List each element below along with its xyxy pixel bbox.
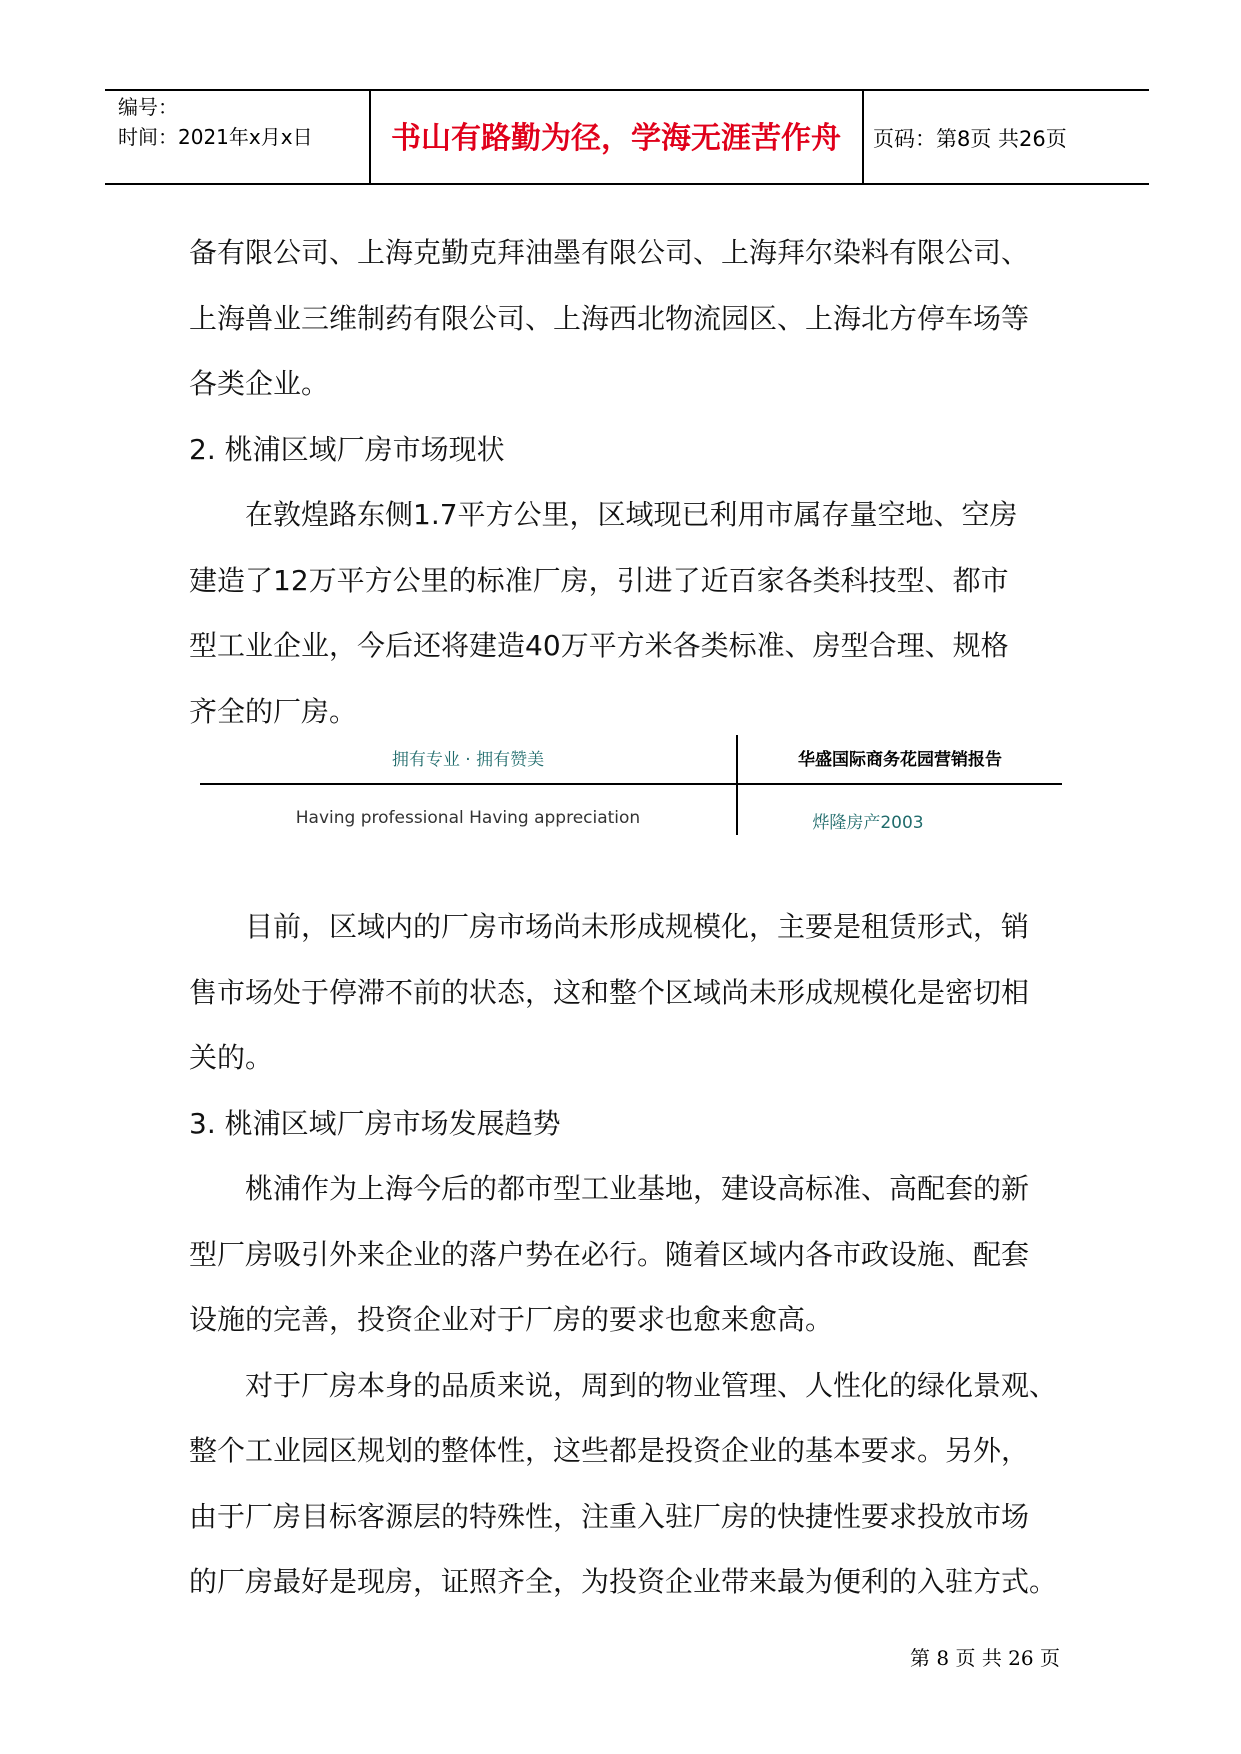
report-title: 华盛国际商务花园营销报告 bbox=[798, 750, 1002, 770]
paragraph-line: 上海兽业三维制药有限公司、上海西北物流园区、上海北方停车场等 bbox=[189, 301, 1030, 335]
paragraph-line: 型厂房吸引外来企业的落户势在必行。随着区域内各市政设施、配套 bbox=[189, 1237, 1030, 1271]
header-divider-right bbox=[862, 89, 864, 185]
section-heading-3: 3. 桃浦区域厂房市场发展趋势 bbox=[189, 1106, 561, 1140]
document-number-label: 编号： bbox=[118, 95, 178, 119]
footer-page-number: 第 8 页 共 26 页 bbox=[910, 1646, 1060, 1670]
paragraph-line: 由于厂房目标客源层的特殊性，注重入驻厂房的快捷性要求投放市场 bbox=[189, 1499, 1030, 1533]
paragraph-line: 的厂房最好是现房，证照齐全，为投资企业带来最为便利的入驻方式。 bbox=[189, 1565, 1058, 1598]
embedded-horizontal-rule bbox=[200, 783, 1062, 785]
slogan-chinese: 拥有专业 · 拥有赞美 bbox=[391, 750, 545, 770]
paragraph-line: 齐全的厂房。 bbox=[189, 694, 358, 728]
body-section-1 bbox=[189, 220, 1089, 744]
header-page-code: 页码：第8页 共26页 bbox=[873, 127, 1067, 151]
paragraph-line: 售市场处于停滞不前的状态，这和整个区域尚未形成规模化是密切相 bbox=[189, 975, 1030, 1009]
header-bottom-rule bbox=[105, 183, 1149, 185]
paragraph-line: 设施的完善，投资企业对于厂房的要求也愈来愈高。 bbox=[189, 1303, 834, 1336]
document-time: 时间：2021年x月x日 bbox=[118, 125, 313, 149]
header-top-rule bbox=[105, 89, 1149, 91]
company-name: 烨隆房产2003 bbox=[812, 813, 924, 833]
paragraph-line: 建造了12万平方公里的标准厂房，引进了近百家各类科技型、都市 bbox=[189, 563, 1009, 597]
paragraph-line: 桃浦作为上海今后的都市型工业基地，建设高标准、高配套的新 bbox=[245, 1172, 1030, 1205]
paragraph-line: 目前，区域内的厂房市场尚未形成规模化，主要是租赁形式，销 bbox=[245, 910, 1030, 943]
embedded-report-header bbox=[200, 735, 1062, 835]
paragraph-line: 备有限公司、上海克勤克拜油墨有限公司、上海拜尔染料有限公司、 bbox=[189, 236, 1030, 269]
header-motto: 书山有路勤为径，学海无涯苦作舟 bbox=[391, 121, 841, 156]
paragraph-line: 关的。 bbox=[189, 1041, 274, 1074]
paragraph-line: 对于厂房本身的品质来说，周到的物业管理、人性化的绿化景观、 bbox=[245, 1368, 1058, 1402]
paragraph-line: 型工业企业，今后还将建造40万平方米各类标准、房型合理、规格 bbox=[189, 629, 1009, 662]
paragraph-line: 在敦煌路东侧1.7平方公里，区域现已利用市属存量空地、空房 bbox=[245, 498, 1018, 531]
slogan-english: Having professional Having appreciation bbox=[295, 808, 641, 828]
body-section-2 bbox=[189, 894, 1089, 1615]
paragraph-line: 各类企业。 bbox=[189, 367, 330, 400]
header-divider-left bbox=[369, 89, 371, 185]
section-heading-2: 2. 桃浦区域厂房市场现状 bbox=[189, 432, 505, 466]
paragraph-line: 整个工业园区规划的整体性，这些都是投资企业的基本要求。另外， bbox=[189, 1434, 1030, 1467]
header-meta bbox=[118, 92, 363, 152]
